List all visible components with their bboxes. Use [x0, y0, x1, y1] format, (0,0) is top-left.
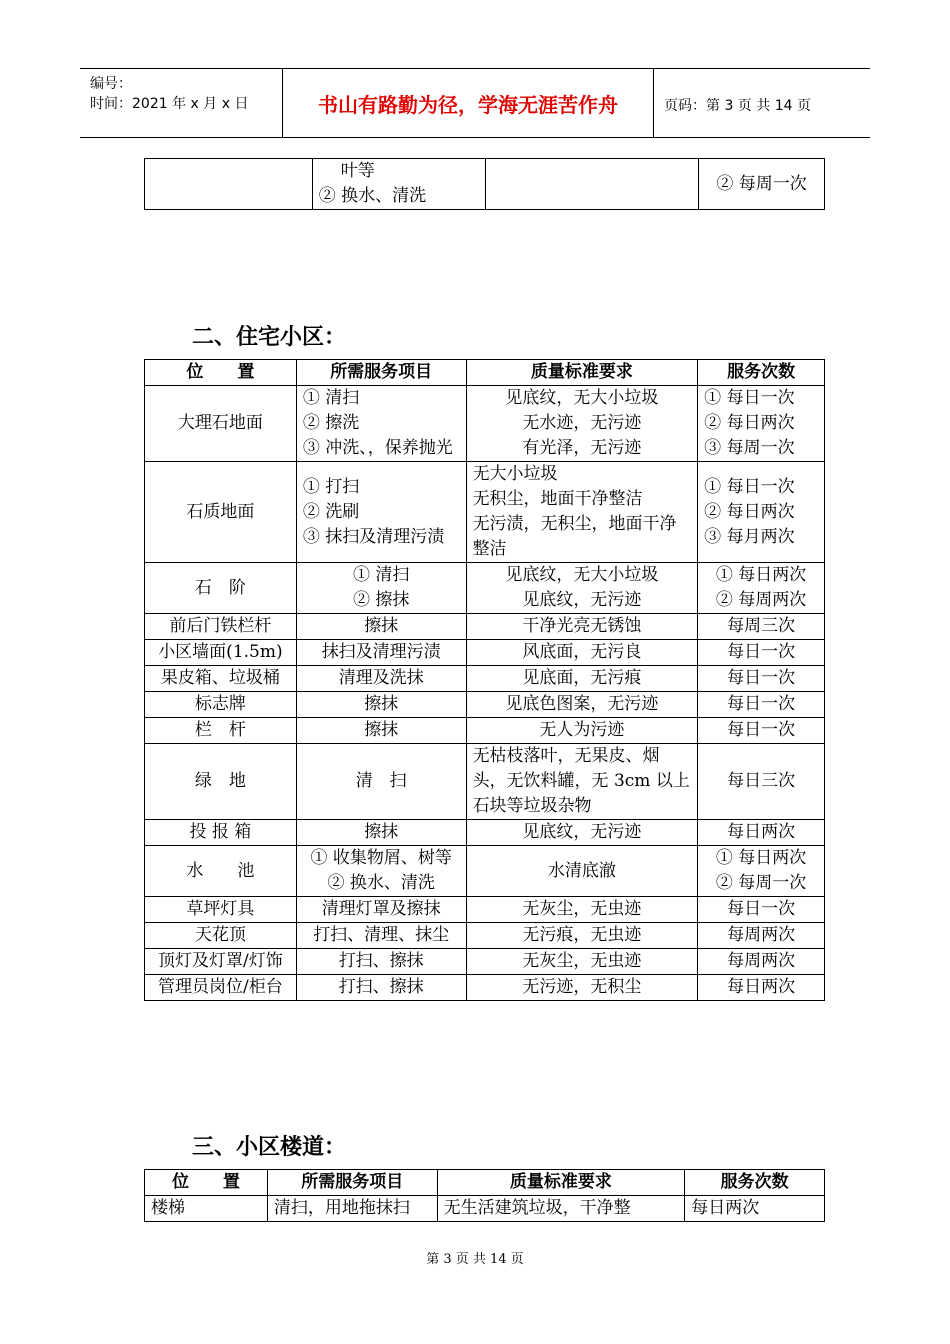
- service-cell: 清理灯罩及擦抹: [296, 897, 466, 923]
- frequency-cell: ① 每日一次 ② 每日两次 ③ 每月两次: [698, 462, 825, 563]
- frequency-cell: 每日一次: [698, 718, 825, 744]
- column-header: 位 置: [145, 1170, 268, 1196]
- service-cell: ① 收集物屑、树等 ② 换水、清洗: [296, 846, 466, 897]
- standard-cell: 无灰尘，无虫迹: [466, 897, 698, 923]
- table-row: [145, 897, 825, 923]
- table-row: [145, 614, 825, 640]
- column-header: 位 置: [145, 360, 297, 386]
- column-header: 服务次数: [685, 1170, 825, 1196]
- page-header: [80, 68, 870, 138]
- table-row: [145, 744, 825, 820]
- column-header: 质量标准要求: [437, 1170, 685, 1196]
- location-cell: 大理石地面: [145, 386, 297, 462]
- continued-table: [144, 158, 825, 210]
- frequency-cell: 每日一次: [698, 666, 825, 692]
- service-cell: 擦抹: [296, 614, 466, 640]
- table-row: [145, 949, 825, 975]
- table-row: [145, 718, 825, 744]
- location-cell: 管理员岗位/柜台: [145, 975, 297, 1001]
- header-motto: 书山有路勤为径，学海无涯苦作舟: [283, 69, 654, 137]
- standard-cell: 见底纹，无大小垃圾 无水迹，无污迹 有光泽，无污迹: [466, 386, 698, 462]
- section-title: 二、住宅小区：: [192, 325, 347, 350]
- frequency-cell: 每日一次: [698, 897, 825, 923]
- frequency-cell: 每日三次: [698, 744, 825, 820]
- page-footer: 第 3 页 共 14 页: [426, 1252, 524, 1267]
- location-cell: 顶灯及灯罩/灯饰: [145, 949, 297, 975]
- location-cell: 石质地面: [145, 462, 297, 563]
- location-cell: 投 报 箱: [145, 820, 297, 846]
- service-cell: 擦抹: [296, 718, 466, 744]
- service-cell: 清 扫: [296, 744, 466, 820]
- table-row: [145, 975, 825, 1001]
- service-cell: ① 清扫 ② 擦抹: [296, 563, 466, 614]
- number-label: 编号：: [90, 76, 132, 92]
- standard-cell: 水清底澈: [466, 846, 698, 897]
- frequency-cell: 每日两次: [698, 820, 825, 846]
- frequency-cell: 每日两次: [685, 1196, 825, 1222]
- location-cell: 前后门铁栏杆: [145, 614, 297, 640]
- table-row: [145, 462, 825, 563]
- location-cell: 标志牌: [145, 692, 297, 718]
- standard-cell: 无人为污迹: [466, 718, 698, 744]
- frequency-cell: 每周两次: [698, 949, 825, 975]
- table-cell: 叶等 ② 换水、清洗: [312, 159, 485, 210]
- frequency-cell: 每周三次: [698, 614, 825, 640]
- frequency-cell: ① 每日一次 ② 每日两次 ③ 每周一次: [698, 386, 825, 462]
- column-header: 所需服务项目: [267, 1170, 437, 1196]
- table-cell: ② 每周一次: [699, 159, 825, 210]
- location-cell: 楼梯: [145, 1196, 268, 1222]
- standard-cell: 见底面，无污痕: [466, 666, 698, 692]
- standard-cell: 见底纹，无污迹: [466, 820, 698, 846]
- location-cell: 果皮箱、垃圾桶: [145, 666, 297, 692]
- frequency-cell: ① 每日两次 ② 每周两次: [698, 563, 825, 614]
- location-cell: 水 池: [145, 846, 297, 897]
- location-cell: 石 阶: [145, 563, 297, 614]
- table-header-row: [145, 1170, 825, 1196]
- table-row: [145, 159, 825, 210]
- table-row: [145, 563, 825, 614]
- table-cell: [485, 159, 699, 210]
- standard-cell: 无污迹，无积尘: [466, 975, 698, 1001]
- location-cell: 草坪灯具: [145, 897, 297, 923]
- standard-cell: 无枯枝落叶，无果皮、烟头，无饮料罐，无 3cm 以上石块等垃圾杂物: [466, 744, 698, 820]
- frequency-cell: 每日一次: [698, 640, 825, 666]
- service-cell: 打扫、清理、抹尘: [296, 923, 466, 949]
- table-row: [145, 1196, 825, 1222]
- service-cell: 清理及洗抹: [296, 666, 466, 692]
- service-cell: 打扫、擦抹: [296, 949, 466, 975]
- service-cell: 擦抹: [296, 692, 466, 718]
- table-row: [145, 386, 825, 462]
- standard-cell: 无生活建筑垃圾，干净整: [437, 1196, 685, 1222]
- table-row: [145, 640, 825, 666]
- standard-cell: 风底面，无污良: [466, 640, 698, 666]
- standard-cell: 无污痕，无虫迹: [466, 923, 698, 949]
- service-cell: ① 打扫 ② 洗刷 ③ 抹扫及清理污渍: [296, 462, 466, 563]
- frequency-cell: ① 每日两次 ② 每周一次: [698, 846, 825, 897]
- service-cell: ① 清扫 ② 擦洗 ③ 冲洗、，保养抛光: [296, 386, 466, 462]
- column-header: 服务次数: [698, 360, 825, 386]
- standard-cell: 无大小垃圾 无积尘，地面干净整洁 无污渍，无积尘，地面干净整洁: [466, 462, 698, 563]
- column-header: 质量标准要求: [466, 360, 698, 386]
- standard-cell: 见底纹，无大小垃圾 见底纹，无污迹: [466, 563, 698, 614]
- table-row: [145, 923, 825, 949]
- frequency-cell: 每日两次: [698, 975, 825, 1001]
- section-title: 三、小区楼道：: [192, 1135, 347, 1160]
- location-cell: 栏 杆: [145, 718, 297, 744]
- location-cell: 小区墙面(1.5m): [145, 640, 297, 666]
- frequency-cell: 每日一次: [698, 692, 825, 718]
- standard-cell: 见底色图案，无污迹: [466, 692, 698, 718]
- table-row: [145, 846, 825, 897]
- column-header: 所需服务项目: [296, 360, 466, 386]
- service-cell: 清扫，用地拖抹扫: [267, 1196, 437, 1222]
- residential-area-table: [144, 359, 825, 1001]
- service-cell: 擦抹: [296, 820, 466, 846]
- table-row: [145, 666, 825, 692]
- header-meta: [80, 69, 283, 137]
- frequency-cell: 每周两次: [698, 923, 825, 949]
- table-header-row: [145, 360, 825, 386]
- table-cell: [145, 159, 313, 210]
- table-row: [145, 820, 825, 846]
- table-row: [145, 692, 825, 718]
- header-page-label: 页码：第 3 页 共 14 页: [664, 98, 811, 114]
- location-cell: 绿 地: [145, 744, 297, 820]
- standard-cell: 无灰尘，无虫迹: [466, 949, 698, 975]
- time-label: 时间：2021 年 x 月 x 日: [90, 96, 249, 112]
- corridor-table: [144, 1169, 825, 1222]
- service-cell: 打扫、擦抹: [296, 975, 466, 1001]
- standard-cell: 干净光亮无锈蚀: [466, 614, 698, 640]
- location-cell: 天花顶: [145, 923, 297, 949]
- service-cell: 抹扫及清理污渍: [296, 640, 466, 666]
